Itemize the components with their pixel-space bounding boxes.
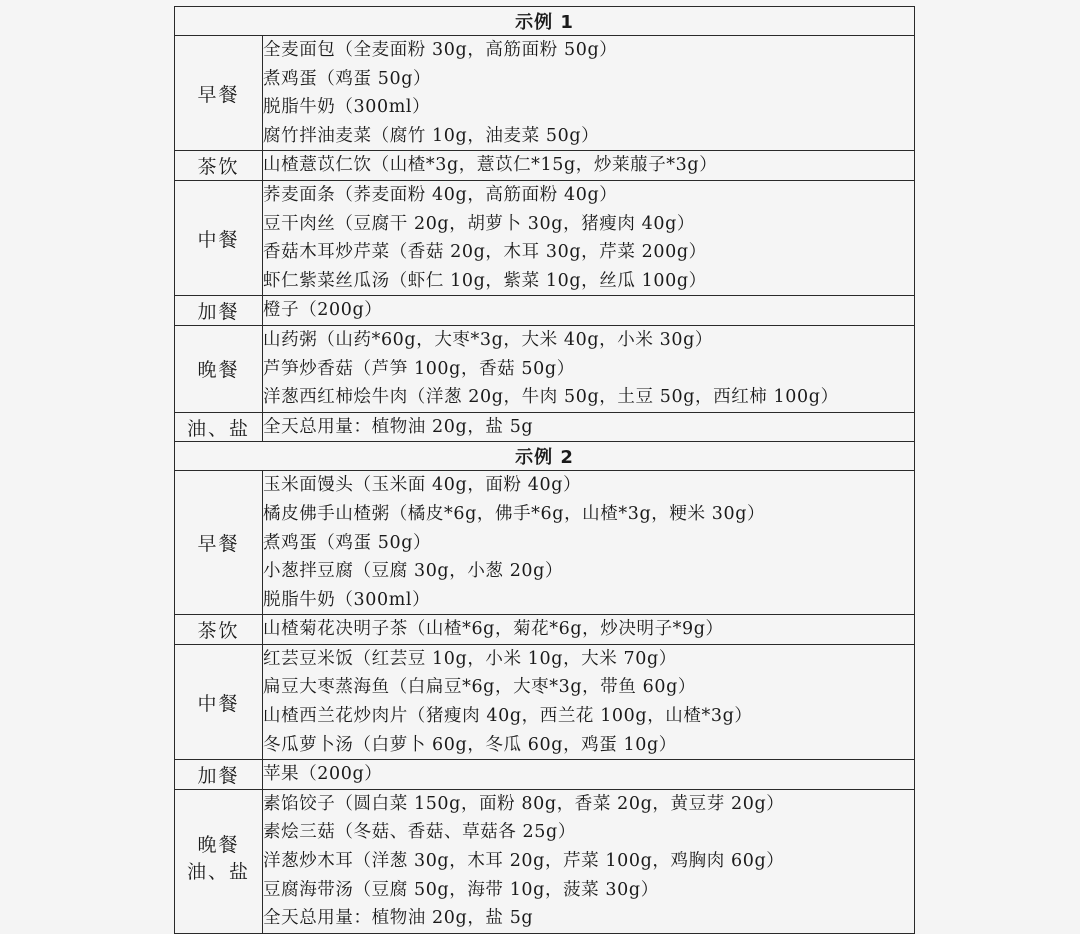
dish-line: 小葱拌豆腐（豆腐 30g，小葱 20g） bbox=[263, 561, 564, 582]
meal-label: 中餐 bbox=[175, 644, 263, 759]
dish-line: 素馅饺子（圆白菜 150g，面粉 80g，香菜 20g，黄豆芽 20g） bbox=[263, 793, 785, 814]
dish-line: 冬瓜萝卜汤（白萝卜 60g，冬瓜 60g，鸡蛋 10g） bbox=[263, 734, 677, 755]
meal-label: 晚餐 bbox=[197, 833, 240, 856]
dish-line: 玉米面馒头（玉米面 40g，面粉 40g） bbox=[263, 475, 582, 496]
meal-label: 晚餐 bbox=[175, 325, 263, 412]
table-row-tea bbox=[175, 151, 915, 181]
meal-label: 早餐 bbox=[175, 471, 263, 615]
dish-line: 香菇木耳炒芹菜（香菇 20g，木耳 30g，芹菜 200g） bbox=[263, 242, 707, 263]
meal-items bbox=[263, 325, 915, 412]
dish-line: 虾仁紫菜丝瓜汤（虾仁 10g，紫菜 10g，丝瓜 100g） bbox=[263, 270, 707, 291]
section-title: 示例 1 bbox=[175, 7, 915, 36]
meal-items bbox=[263, 180, 915, 295]
section-title: 示例 2 bbox=[175, 442, 915, 471]
dish-line: 橙子（200g） bbox=[263, 300, 383, 321]
table-row-dinner bbox=[175, 325, 915, 412]
table-row-tea bbox=[175, 615, 915, 645]
meal-items bbox=[263, 412, 915, 442]
meal-items bbox=[263, 471, 915, 615]
meal-label: 茶饮 bbox=[175, 615, 263, 645]
diet-plan-table bbox=[174, 6, 915, 934]
dish-line: 脱脂牛奶（300ml） bbox=[263, 589, 431, 610]
dish-line: 煮鸡蛋（鸡蛋 50g） bbox=[263, 532, 432, 553]
meal-label: 茶饮 bbox=[175, 151, 263, 181]
section-header-example-1 bbox=[175, 7, 915, 36]
meal-items bbox=[263, 36, 915, 151]
table-row-dinner-oil-salt bbox=[175, 789, 915, 933]
dish-line: 山楂薏苡仁饮（山楂*3g，薏苡仁*15g，炒莱菔子*3g） bbox=[263, 155, 718, 176]
meal-items bbox=[263, 296, 915, 326]
dish-line: 橘皮佛手山楂粥（橘皮*6g，佛手*6g，山楂*3g，粳米 30g） bbox=[263, 503, 766, 524]
table-row-lunch bbox=[175, 644, 915, 759]
meal-label: 早餐 bbox=[175, 36, 263, 151]
dish-line: 扁豆大枣蒸海鱼（白扁豆*6g，大枣*3g，带鱼 60g） bbox=[263, 677, 697, 698]
table-row-oil-salt bbox=[175, 412, 915, 442]
table-row-snack bbox=[175, 760, 915, 790]
table-row-lunch bbox=[175, 180, 915, 295]
dish-line: 豆干肉丝（豆腐干 20g，胡萝卜 30g，猪瘦肉 40g） bbox=[263, 213, 695, 234]
meal-items bbox=[263, 615, 915, 645]
dish-line: 腐竹拌油麦菜（腐竹 10g，油麦菜 50g） bbox=[263, 125, 600, 146]
section-header-example-2 bbox=[175, 442, 915, 471]
table-row-breakfast bbox=[175, 36, 915, 151]
dish-line: 全麦面包（全麦面粉 30g，高筋面粉 50g） bbox=[263, 40, 618, 60]
dish-line: 洋葱炒木耳（洋葱 30g，木耳 20g，芹菜 100g，鸡胸肉 60g） bbox=[263, 851, 785, 872]
meal-label: 加餐 bbox=[175, 760, 263, 790]
meal-label-group bbox=[175, 789, 263, 933]
meal-items bbox=[263, 151, 915, 181]
dish-line: 红芸豆米饭（红芸豆 10g，小米 10g，大米 70g） bbox=[263, 648, 677, 669]
table-row-snack bbox=[175, 296, 915, 326]
dish-line: 脱脂牛奶（300ml） bbox=[263, 97, 431, 118]
dish-line: 煮鸡蛋（鸡蛋 50g） bbox=[263, 68, 432, 89]
table-row-breakfast bbox=[175, 471, 915, 615]
dish-line: 山楂西兰花炒肉片（猪瘦肉 40g，西兰花 100g，山楂*3g） bbox=[263, 706, 753, 727]
meal-items bbox=[263, 789, 915, 933]
meal-label: 加餐 bbox=[175, 296, 263, 326]
meal-items bbox=[263, 760, 915, 790]
dish-line: 山药粥（山药*60g，大枣*3g，大米 40g，小米 30g） bbox=[263, 329, 713, 350]
dish-line: 豆腐海带汤（豆腐 50g，海带 10g，菠菜 30g） bbox=[263, 879, 659, 900]
meal-label: 中餐 bbox=[175, 180, 263, 295]
meal-label: 油、盐 bbox=[175, 412, 263, 442]
dish-line: 素烩三菇（冬菇、香菇、草菇各 25g） bbox=[263, 822, 576, 843]
dish-line: 洋葱西红柿烩牛肉（洋葱 20g，牛肉 50g，土豆 50g，西红柿 100g） bbox=[263, 387, 839, 408]
dish-line: 芦笋炒香菇（芦笋 100g，香菇 50g） bbox=[263, 358, 575, 379]
dish-line: 苹果（200g） bbox=[263, 764, 383, 785]
meal-label: 油、盐 bbox=[186, 860, 250, 883]
dish-line: 全天总用量：植物油 20g，盐 5g bbox=[263, 416, 534, 437]
dish-line: 荞麦面条（荞麦面粉 40g，高筋面粉 40g） bbox=[263, 184, 618, 205]
dish-line: 全天总用量：植物油 20g，盐 5g bbox=[263, 908, 534, 929]
dish-line: 山楂菊花决明子茶（山楂*6g，菊花*6g，炒决明子*9g） bbox=[263, 619, 724, 640]
meal-items bbox=[263, 644, 915, 759]
